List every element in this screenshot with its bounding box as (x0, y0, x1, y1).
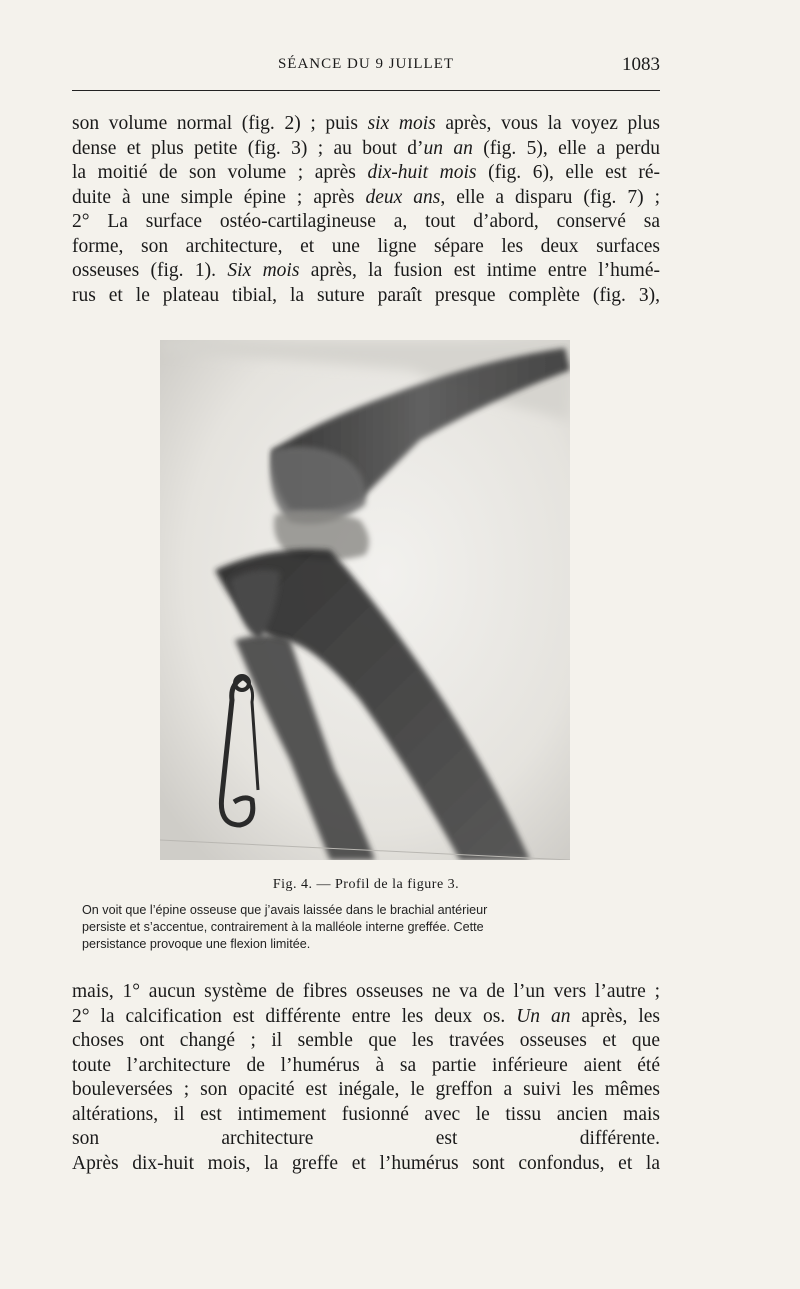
text-line (72, 1127, 660, 1152)
xray-image (160, 340, 570, 860)
figure-note-line: persiste et s’accentue, contrairement à la malléole interne greffée. Cette (82, 920, 484, 934)
text-run: toute l’architecture de l’humérus à sa partie inférieure aient été (72, 1054, 660, 1076)
text-run: après, la fusion est intime entre l’humé- (299, 260, 660, 281)
running-head (72, 52, 660, 82)
text-run: choses ont changé ; il semble que les travées osseuses et que (72, 1030, 660, 1051)
text-run: (fig. 5), elle a perdu (472, 137, 660, 159)
text-line (72, 112, 660, 137)
text-line (72, 259, 660, 284)
italic-text: deux ans (365, 186, 441, 208)
figure-note-line: On voit que l’épine osseuse que j’avais laissée dans le brachial antérieur (82, 903, 488, 917)
text-run: son volume normal (fig. 2) ; puis (72, 113, 368, 134)
italic-text: Un an (516, 1005, 571, 1027)
figure-caption: Fig. 4. — Profil de la figure 3. (272, 877, 460, 892)
text-line (72, 1054, 660, 1079)
text-run: duite à une simple épine ; après (72, 186, 366, 208)
text-run: après, les (570, 1005, 660, 1027)
header-rule (72, 90, 660, 91)
text-line (72, 161, 660, 186)
top-paragraph (72, 112, 660, 308)
bottom-paragraph (72, 980, 660, 1176)
italic-text: dix-huit mois (367, 162, 477, 183)
text-run: dense et plus petite (fig. 3) ; au bout d’ (72, 137, 424, 159)
text-run: 2° La surface ostéo-cartilagineuse a, tout d’abord, conservé sa (72, 211, 660, 232)
text-line (72, 284, 660, 309)
italic-text: Six mois (227, 260, 300, 281)
text-line (72, 1029, 660, 1054)
text-run: altérations, il est intimement fusionné avec le tissu ancien mais (72, 1103, 660, 1125)
figure-note (82, 902, 670, 953)
text-line (72, 1078, 660, 1103)
page-number: 1083 (622, 54, 660, 75)
text-line (72, 137, 660, 162)
italic-text: un an (423, 137, 473, 159)
text-run: osseuses (fig. 1). (72, 260, 228, 281)
text-run: mais, 1° aucun système de fibres osseuses ne va de l’un vers l’autre ; (72, 981, 660, 1002)
text-run: , elle a disparu (fig. 7) ; (440, 186, 660, 208)
text-run: la moitié de son volume ; après (72, 162, 368, 183)
text-run: rus et le plateau tibial, la suture paraît presque complète (fig. 3), (72, 284, 660, 306)
text-line (72, 186, 660, 211)
text-run: son architecture est différente. (72, 1128, 660, 1149)
text-line (72, 1152, 660, 1177)
text-run: (fig. 6), elle est ré- (476, 162, 660, 183)
text-line (72, 235, 660, 260)
text-line (72, 210, 660, 235)
text-line (72, 1005, 660, 1030)
figure-note-line: persistance provoque une flexion limitée. (82, 937, 311, 951)
running-title: SÉANCE DU 9 JUILLET (277, 56, 455, 72)
text-run: forme, son architecture, et une ligne sépare les deux surfaces (72, 235, 660, 257)
text-run: après, vous la voyez plus (435, 113, 661, 134)
text-line (72, 1103, 660, 1128)
xray-figure (160, 340, 570, 860)
text-run: Après dix-huit mois, la greffe et l’humérus sont confondus, et la (72, 1152, 660, 1174)
text-run: bouleversées ; son opacité est inégale, le greffon a suivi les mêmes (72, 1079, 660, 1100)
italic-text: six mois (367, 113, 436, 134)
text-line (72, 980, 660, 1005)
text-run: 2° la calcification est différente entre les deux os. (72, 1005, 517, 1027)
